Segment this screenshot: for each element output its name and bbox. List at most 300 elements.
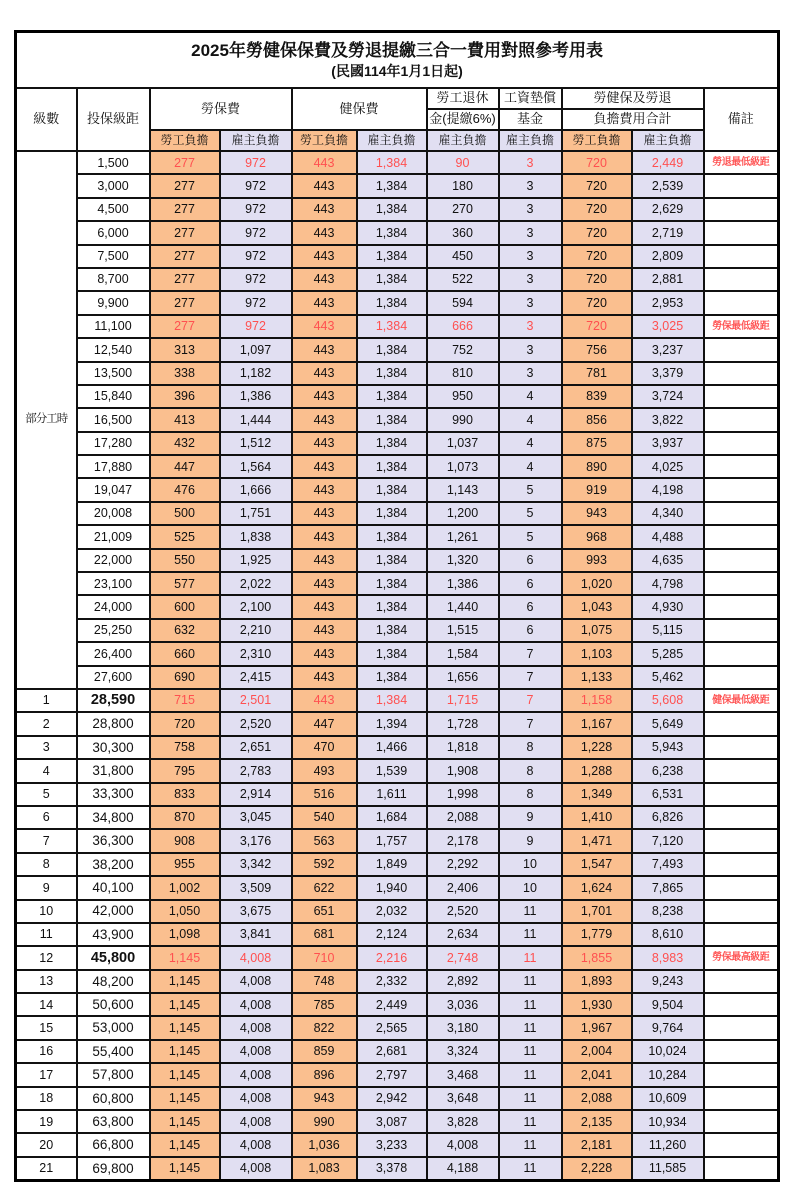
remark-cell: 勞保最低級距 bbox=[704, 315, 779, 338]
remark-cell bbox=[704, 478, 779, 501]
level-cell: 4 bbox=[16, 759, 77, 782]
fee-cell: 11 bbox=[499, 1157, 562, 1181]
fee-cell: 10,609 bbox=[632, 1087, 704, 1110]
fee-cell: 7,493 bbox=[632, 853, 704, 876]
fee-cell: 1,466 bbox=[357, 736, 427, 759]
fee-cell: 1,410 bbox=[562, 806, 632, 829]
fee-cell: 4,008 bbox=[220, 993, 292, 1016]
level-cell: 6 bbox=[16, 806, 77, 829]
fee-cell: 1,320 bbox=[427, 549, 499, 572]
fee-cell: 2,022 bbox=[220, 572, 292, 595]
bracket-cell: 60,800 bbox=[77, 1087, 150, 1110]
level-cell: 11 bbox=[16, 923, 77, 946]
fee-cell: 720 bbox=[562, 174, 632, 197]
fee-cell: 2,216 bbox=[357, 946, 427, 969]
fee-cell: 1,940 bbox=[357, 876, 427, 899]
bracket-cell: 33,300 bbox=[77, 783, 150, 806]
level-cell: 18 bbox=[16, 1087, 77, 1110]
fee-cell: 1,143 bbox=[427, 478, 499, 501]
bracket-cell: 20,008 bbox=[77, 502, 150, 525]
fee-cell: 4,008 bbox=[220, 1063, 292, 1086]
fee-cell: 443 bbox=[292, 408, 357, 431]
page-subtitle: (民國114年1月1日起) bbox=[331, 62, 463, 79]
fee-cell: 4,340 bbox=[632, 502, 704, 525]
fee-cell: 8,610 bbox=[632, 923, 704, 946]
remark-cell bbox=[704, 666, 779, 689]
fee-cell: 3 bbox=[499, 268, 562, 291]
table-row bbox=[16, 993, 779, 1016]
table-row bbox=[16, 338, 779, 361]
fee-cell: 1,440 bbox=[427, 595, 499, 618]
fee-cell: 1,020 bbox=[562, 572, 632, 595]
fee-cell: 9,243 bbox=[632, 970, 704, 993]
bracket-cell: 21,009 bbox=[77, 525, 150, 548]
bracket-cell: 26,400 bbox=[77, 642, 150, 665]
fee-cell: 972 bbox=[220, 291, 292, 314]
level-cell: 17 bbox=[16, 1063, 77, 1086]
table-row bbox=[16, 478, 779, 501]
fee-cell: 943 bbox=[562, 502, 632, 525]
remark-cell bbox=[704, 338, 779, 361]
fee-cell: 690 bbox=[150, 666, 220, 689]
fee-cell: 10,284 bbox=[632, 1063, 704, 1086]
bracket-cell: 6,000 bbox=[77, 221, 150, 244]
fee-cell: 11 bbox=[499, 946, 562, 969]
bracket-cell: 27,600 bbox=[77, 666, 150, 689]
bracket-cell: 63,800 bbox=[77, 1110, 150, 1133]
remark-cell bbox=[704, 876, 779, 899]
bracket-cell: 3,000 bbox=[77, 174, 150, 197]
table-row bbox=[16, 806, 779, 829]
remark-cell bbox=[704, 993, 779, 1016]
fee-cell: 3 bbox=[499, 362, 562, 385]
fee-cell: 856 bbox=[562, 408, 632, 431]
remark-cell bbox=[704, 829, 779, 852]
remark-cell bbox=[704, 900, 779, 923]
fee-cell: 2,088 bbox=[562, 1087, 632, 1110]
table-row bbox=[16, 595, 779, 618]
bracket-cell: 55,400 bbox=[77, 1040, 150, 1063]
fee-cell: 2,565 bbox=[357, 1016, 427, 1039]
bracket-cell: 7,500 bbox=[77, 245, 150, 268]
fee-cell: 1,998 bbox=[427, 783, 499, 806]
fee-cell: 9 bbox=[499, 806, 562, 829]
remark-cell bbox=[704, 455, 779, 478]
fee-cell: 4,798 bbox=[632, 572, 704, 595]
level-cell: 16 bbox=[16, 1040, 77, 1063]
fee-cell: 1,098 bbox=[150, 923, 220, 946]
bracket-cell: 17,880 bbox=[77, 455, 150, 478]
fee-cell: 972 bbox=[220, 221, 292, 244]
col-header-total-line2: 負擔費用合計 bbox=[562, 109, 704, 130]
fee-cell: 3,822 bbox=[632, 408, 704, 431]
fee-cell: 1,145 bbox=[150, 1016, 220, 1039]
fee-cell: 5,943 bbox=[632, 736, 704, 759]
table-row bbox=[16, 900, 779, 923]
table-row bbox=[16, 923, 779, 946]
remark-cell bbox=[704, 1087, 779, 1110]
remark-cell bbox=[704, 970, 779, 993]
fee-cell: 4,008 bbox=[220, 1016, 292, 1039]
table-row bbox=[16, 666, 779, 689]
fee-cell: 443 bbox=[292, 619, 357, 642]
subheader-labor-employee: 勞工負擔 bbox=[150, 130, 220, 151]
fee-cell: 1,893 bbox=[562, 970, 632, 993]
level-cell: 8 bbox=[16, 853, 77, 876]
fee-cell: 632 bbox=[150, 619, 220, 642]
fee-cell: 1,384 bbox=[357, 245, 427, 268]
fee-cell: 476 bbox=[150, 478, 220, 501]
fee-cell: 720 bbox=[562, 198, 632, 221]
fee-cell: 3,324 bbox=[427, 1040, 499, 1063]
fee-cell: 277 bbox=[150, 245, 220, 268]
remark-cell bbox=[704, 619, 779, 642]
fee-cell: 2,942 bbox=[357, 1087, 427, 1110]
fee-cell: 2,406 bbox=[427, 876, 499, 899]
fee-cell: 443 bbox=[292, 174, 357, 197]
fee-cell: 4 bbox=[499, 432, 562, 455]
fee-cell: 2,914 bbox=[220, 783, 292, 806]
fee-cell: 2,783 bbox=[220, 759, 292, 782]
bracket-cell: 19,047 bbox=[77, 478, 150, 501]
fee-cell: 1,145 bbox=[150, 1110, 220, 1133]
fee-cell: 1,036 bbox=[292, 1133, 357, 1156]
fee-cell: 1,547 bbox=[562, 853, 632, 876]
fee-cell: 1,384 bbox=[357, 291, 427, 314]
fee-cell: 3,509 bbox=[220, 876, 292, 899]
fee-cell: 1,145 bbox=[150, 1157, 220, 1181]
fee-cell: 1,444 bbox=[220, 408, 292, 431]
fee-cell: 1,684 bbox=[357, 806, 427, 829]
fee-cell: 972 bbox=[220, 245, 292, 268]
table-row bbox=[16, 174, 779, 197]
remark-cell bbox=[704, 1016, 779, 1039]
bracket-cell: 36,300 bbox=[77, 829, 150, 852]
fee-cell: 1,384 bbox=[357, 478, 427, 501]
fee-cell: 525 bbox=[150, 525, 220, 548]
remark-cell bbox=[704, 595, 779, 618]
subheader-labor-employer: 雇主負擔 bbox=[220, 130, 292, 151]
fee-cell: 1,228 bbox=[562, 736, 632, 759]
table-row bbox=[16, 408, 779, 431]
fee-cell: 3,036 bbox=[427, 993, 499, 1016]
fee-cell: 5,608 bbox=[632, 689, 704, 712]
col-header-pension-line1: 勞工退休 bbox=[427, 88, 499, 109]
bracket-cell: 13,500 bbox=[77, 362, 150, 385]
col-header-health-fee: 健保費 bbox=[292, 88, 427, 130]
fee-cell: 908 bbox=[150, 829, 220, 852]
fee-cell: 7 bbox=[499, 689, 562, 712]
table-row bbox=[16, 619, 779, 642]
fee-cell: 1,757 bbox=[357, 829, 427, 852]
remark-cell bbox=[704, 642, 779, 665]
fee-cell: 3,468 bbox=[427, 1063, 499, 1086]
remark-cell bbox=[704, 174, 779, 197]
bracket-cell: 57,800 bbox=[77, 1063, 150, 1086]
level-cell: 21 bbox=[16, 1157, 77, 1181]
table-row bbox=[16, 1063, 779, 1086]
fee-cell: 4 bbox=[499, 385, 562, 408]
fee-cell: 4,008 bbox=[427, 1133, 499, 1156]
fee-cell: 3,841 bbox=[220, 923, 292, 946]
table-row bbox=[16, 502, 779, 525]
fee-cell: 3,675 bbox=[220, 900, 292, 923]
fee-cell: 1,145 bbox=[150, 1063, 220, 1086]
fee-cell: 1,539 bbox=[357, 759, 427, 782]
remark-cell bbox=[704, 736, 779, 759]
fee-cell: 950 bbox=[427, 385, 499, 408]
fee-cell: 443 bbox=[292, 689, 357, 712]
fee-cell: 447 bbox=[150, 455, 220, 478]
table-row bbox=[16, 1110, 779, 1133]
col-header-level: 級數 bbox=[16, 88, 77, 151]
fee-cell: 756 bbox=[562, 338, 632, 361]
fee-cell: 432 bbox=[150, 432, 220, 455]
bracket-cell: 12,540 bbox=[77, 338, 150, 361]
fee-cell: 277 bbox=[150, 221, 220, 244]
fee-cell: 1,838 bbox=[220, 525, 292, 548]
fee-cell: 1,097 bbox=[220, 338, 292, 361]
fee-cell: 8 bbox=[499, 736, 562, 759]
fee-cell: 11 bbox=[499, 923, 562, 946]
fee-cell: 3 bbox=[499, 221, 562, 244]
fee-cell: 443 bbox=[292, 268, 357, 291]
fee-cell: 1,075 bbox=[562, 619, 632, 642]
fee-cell: 1,145 bbox=[150, 1087, 220, 1110]
table-row bbox=[16, 1087, 779, 1110]
fee-cell: 3,937 bbox=[632, 432, 704, 455]
fee-cell: 1,624 bbox=[562, 876, 632, 899]
bracket-cell: 23,100 bbox=[77, 572, 150, 595]
fee-cell: 2,809 bbox=[632, 245, 704, 268]
fee-cell: 2,501 bbox=[220, 689, 292, 712]
fee-cell: 2,634 bbox=[427, 923, 499, 946]
title-row bbox=[16, 32, 779, 89]
fee-cell: 1,384 bbox=[357, 642, 427, 665]
fee-cell: 4,008 bbox=[220, 946, 292, 969]
table-row bbox=[16, 946, 779, 969]
fee-cell: 2,292 bbox=[427, 853, 499, 876]
fee-cell: 270 bbox=[427, 198, 499, 221]
bracket-cell: 9,900 bbox=[77, 291, 150, 314]
fee-cell: 11,585 bbox=[632, 1157, 704, 1181]
fee-cell: 1,656 bbox=[427, 666, 499, 689]
fee-cell: 277 bbox=[150, 291, 220, 314]
fee-cell: 2,719 bbox=[632, 221, 704, 244]
fee-cell: 1,384 bbox=[357, 619, 427, 642]
fee-cell: 833 bbox=[150, 783, 220, 806]
fee-cell: 443 bbox=[292, 245, 357, 268]
fee-cell: 2,953 bbox=[632, 291, 704, 314]
fee-cell: 1,384 bbox=[357, 502, 427, 525]
fee-cell: 1,818 bbox=[427, 736, 499, 759]
fee-cell: 622 bbox=[292, 876, 357, 899]
fee-cell: 972 bbox=[220, 151, 292, 174]
remark-cell bbox=[704, 1110, 779, 1133]
fee-cell: 822 bbox=[292, 1016, 357, 1039]
fee-cell: 3 bbox=[499, 174, 562, 197]
bracket-cell: 69,800 bbox=[77, 1157, 150, 1181]
fee-cell: 443 bbox=[292, 502, 357, 525]
table-row bbox=[16, 736, 779, 759]
fee-cell: 1,751 bbox=[220, 502, 292, 525]
fee-cell: 2,881 bbox=[632, 268, 704, 291]
table-row bbox=[16, 689, 779, 712]
remark-cell bbox=[704, 712, 779, 735]
fee-cell: 313 bbox=[150, 338, 220, 361]
fee-cell: 11 bbox=[499, 1110, 562, 1133]
fee-cell: 3,087 bbox=[357, 1110, 427, 1133]
table-row bbox=[16, 221, 779, 244]
fee-cell: 3 bbox=[499, 151, 562, 174]
fee-cell: 2,178 bbox=[427, 829, 499, 852]
fee-cell: 2,135 bbox=[562, 1110, 632, 1133]
remark-cell bbox=[704, 572, 779, 595]
fee-cell: 450 bbox=[427, 245, 499, 268]
level-cell: 13 bbox=[16, 970, 77, 993]
fee-cell: 720 bbox=[562, 291, 632, 314]
fee-cell: 4,008 bbox=[220, 1157, 292, 1181]
header-row-1 bbox=[16, 88, 779, 109]
fee-cell: 6 bbox=[499, 595, 562, 618]
fee-cell: 1,384 bbox=[357, 362, 427, 385]
bracket-cell: 40,100 bbox=[77, 876, 150, 899]
col-header-wage-fund-line1: 工資墊償 bbox=[499, 88, 562, 109]
fee-cell: 7 bbox=[499, 666, 562, 689]
fee-cell: 8 bbox=[499, 783, 562, 806]
fee-cell: 5,115 bbox=[632, 619, 704, 642]
fee-cell: 1,158 bbox=[562, 689, 632, 712]
remark-cell bbox=[704, 408, 779, 431]
remark-cell bbox=[704, 385, 779, 408]
subheader-health-employee: 勞工負擔 bbox=[292, 130, 357, 151]
fee-cell: 4,635 bbox=[632, 549, 704, 572]
remark-cell bbox=[704, 221, 779, 244]
fee-cell: 447 bbox=[292, 712, 357, 735]
fee-cell: 3 bbox=[499, 315, 562, 338]
fee-cell: 6 bbox=[499, 549, 562, 572]
fee-cell: 8 bbox=[499, 759, 562, 782]
table-row bbox=[16, 1133, 779, 1156]
fee-cell: 443 bbox=[292, 198, 357, 221]
fee-cell: 4,025 bbox=[632, 455, 704, 478]
fee-cell: 1,715 bbox=[427, 689, 499, 712]
fee-cell: 972 bbox=[220, 174, 292, 197]
fee-cell: 1,386 bbox=[220, 385, 292, 408]
fee-cell: 563 bbox=[292, 829, 357, 852]
table-row bbox=[16, 712, 779, 735]
fee-cell: 1,564 bbox=[220, 455, 292, 478]
fee-cell: 550 bbox=[150, 549, 220, 572]
fee-cell: 6,531 bbox=[632, 783, 704, 806]
fee-cell: 3,025 bbox=[632, 315, 704, 338]
fee-cell: 666 bbox=[427, 315, 499, 338]
col-header-pension-line2: 金(提繳6%) bbox=[427, 109, 499, 130]
fee-cell: 2,892 bbox=[427, 970, 499, 993]
remark-cell bbox=[704, 1133, 779, 1156]
bracket-cell: 38,200 bbox=[77, 853, 150, 876]
fee-cell: 3,379 bbox=[632, 362, 704, 385]
fee-cell: 2,539 bbox=[632, 174, 704, 197]
fee-cell: 522 bbox=[427, 268, 499, 291]
fee-cell: 3,828 bbox=[427, 1110, 499, 1133]
fee-cell: 443 bbox=[292, 291, 357, 314]
remark-cell bbox=[704, 1040, 779, 1063]
fee-cell: 3,342 bbox=[220, 853, 292, 876]
bracket-cell: 53,000 bbox=[77, 1016, 150, 1039]
fee-cell: 1,037 bbox=[427, 432, 499, 455]
fee-cell: 1,384 bbox=[357, 549, 427, 572]
fee-cell: 443 bbox=[292, 151, 357, 174]
table-row bbox=[16, 876, 779, 899]
remark-cell bbox=[704, 853, 779, 876]
fee-cell: 443 bbox=[292, 525, 357, 548]
bracket-cell: 1,500 bbox=[77, 151, 150, 174]
fee-cell: 7 bbox=[499, 642, 562, 665]
remark-cell bbox=[704, 268, 779, 291]
fee-cell: 3,233 bbox=[357, 1133, 427, 1156]
table-row bbox=[16, 432, 779, 455]
fee-cell: 500 bbox=[150, 502, 220, 525]
level-cell: 2 bbox=[16, 712, 77, 735]
fee-cell: 943 bbox=[292, 1087, 357, 1110]
fee-cell: 720 bbox=[562, 221, 632, 244]
fee-cell: 443 bbox=[292, 549, 357, 572]
fee-cell: 5 bbox=[499, 525, 562, 548]
subheader-health-employer: 雇主負擔 bbox=[357, 130, 427, 151]
fee-cell: 443 bbox=[292, 362, 357, 385]
fee-cell: 6,238 bbox=[632, 759, 704, 782]
bracket-cell: 31,800 bbox=[77, 759, 150, 782]
fee-cell: 1,145 bbox=[150, 993, 220, 1016]
fee-cell: 660 bbox=[150, 642, 220, 665]
col-header-wage-fund-line2: 基金 bbox=[499, 109, 562, 130]
fee-cell: 1,002 bbox=[150, 876, 220, 899]
fee-cell: 1,145 bbox=[150, 946, 220, 969]
fee-cell: 5 bbox=[499, 478, 562, 501]
fee-cell: 11 bbox=[499, 1016, 562, 1039]
fee-cell: 3,045 bbox=[220, 806, 292, 829]
fee-cell: 2,449 bbox=[632, 151, 704, 174]
fee-cell: 443 bbox=[292, 478, 357, 501]
fee-cell: 443 bbox=[292, 315, 357, 338]
table-row bbox=[16, 1016, 779, 1039]
fee-cell: 715 bbox=[150, 689, 220, 712]
fee-cell: 1,855 bbox=[562, 946, 632, 969]
fee-cell: 2,449 bbox=[357, 993, 427, 1016]
part-time-label: 部分工時 bbox=[16, 151, 77, 689]
fee-cell: 90 bbox=[427, 151, 499, 174]
col-header-remark: 備註 bbox=[704, 88, 779, 151]
fee-cell: 1,043 bbox=[562, 595, 632, 618]
bracket-cell: 50,600 bbox=[77, 993, 150, 1016]
level-cell: 12 bbox=[16, 946, 77, 969]
fee-cell: 5,462 bbox=[632, 666, 704, 689]
fee-cell: 3,176 bbox=[220, 829, 292, 852]
fee-cell: 968 bbox=[562, 525, 632, 548]
remark-cell bbox=[704, 245, 779, 268]
col-header-bracket: 投保級距 bbox=[77, 88, 150, 151]
fee-cell: 758 bbox=[150, 736, 220, 759]
fee-cell: 5,649 bbox=[632, 712, 704, 735]
fee-cell: 1,394 bbox=[357, 712, 427, 735]
fee-cell: 10 bbox=[499, 876, 562, 899]
remark-cell: 健保最低級距 bbox=[704, 689, 779, 712]
fee-cell: 470 bbox=[292, 736, 357, 759]
table-row bbox=[16, 783, 779, 806]
fee-cell: 1,145 bbox=[150, 1133, 220, 1156]
fee-cell: 2,124 bbox=[357, 923, 427, 946]
